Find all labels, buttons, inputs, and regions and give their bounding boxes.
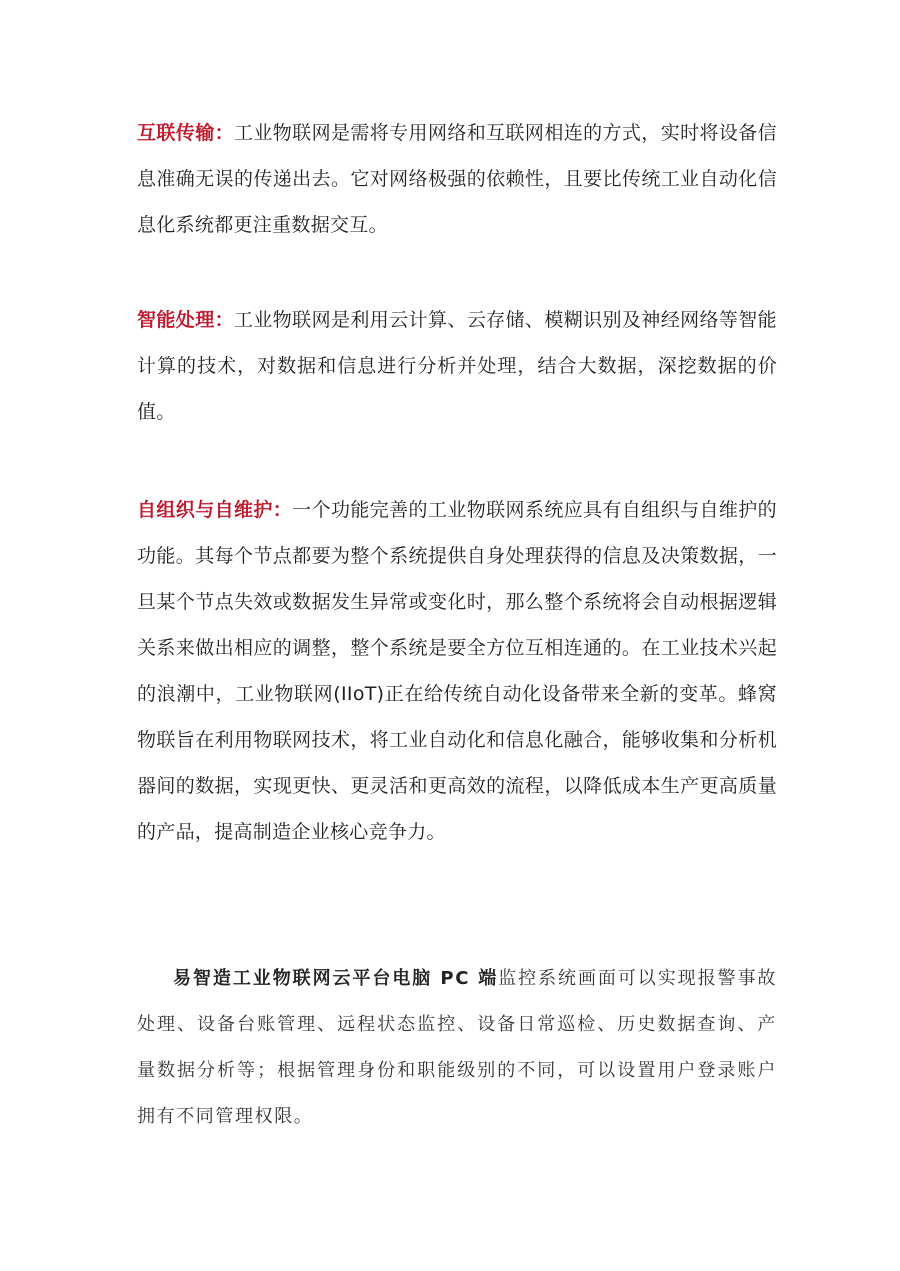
closing-body: 监控系统画面可以实现报警事故处理、设备台账管理、远程状态监控、设备日常巡检、历史数据查询、产量数据分析等；根据管理身份和职能级别的不同，可以设置用户登录账户拥有不同管理权限。 [137,968,778,1127]
section-heading: 自组织与自维护： [137,499,293,521]
section-heading: 互联传输： [137,122,234,144]
section-interconnect-transmission [137,110,777,248]
section-body: 一个功能完善的工业物联网系统应具有自组织与自维护的功能。其每个节点都要为整个系统提供自身处理获得的信息及决策数据，一旦某个节点失效或数据发生异常或变化时，那么整个系统将会自动根据逻辑关系来做出相应的调整，整个系统是要全方位互相连通的。在工业技术兴起的浪潮中，工业物联网(IIoT)正在给传统自动化设备带来全新的变革。蜂窝物联旨在利用物联网技术，将工业自动化和信息化融合，能够收集和分析机器间的数据，实现更快、更灵活和更高效的流程，以降低成本生产更高质量的产品，提高制造企业核心竞争力。 [137,499,777,843]
section-intelligent-processing [137,297,777,435]
section-heading: 智能处理： [137,309,234,331]
section-self-organization [137,487,777,855]
closing-lead: 易智造工业物联网云平台电脑 PC 端 [173,968,499,989]
closing-paragraph [137,956,777,1140]
section-body: 工业物联网是利用云计算、云存储、模糊识别及神经网络等智能计算的技术，对数据和信息进行分析并处理，结合大数据，深挖数据的价值。 [137,309,777,423]
section-body: 工业物联网是需将专用网络和互联网相连的方式，实时将设备信息准确无误的传递出去。它对网络极强的依赖性，且要比传统工业自动化信息化系统都更注重数据交互。 [137,122,777,236]
